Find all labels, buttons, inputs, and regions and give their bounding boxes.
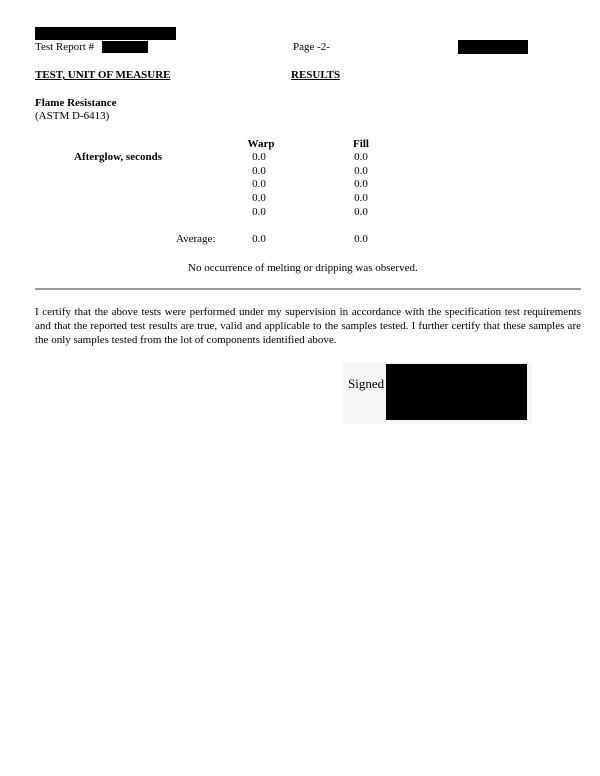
warp-value: 0.0 <box>252 192 266 204</box>
warp-value: 0.0 <box>252 151 266 163</box>
measure-label: Afterglow, seconds <box>74 151 162 163</box>
page-number: Page -2- <box>293 41 330 53</box>
redacted-report-number <box>102 41 148 53</box>
fill-value: 0.0 <box>354 165 368 177</box>
warp-value: 0.0 <box>252 178 266 190</box>
test-unit-heading: TEST, UNIT OF MEASURE <box>35 69 171 81</box>
report-number-label: Test Report # <box>35 41 95 53</box>
fill-value: 0.0 <box>354 178 368 190</box>
fill-column-header: Fill <box>353 138 369 150</box>
warp-column-header: Warp <box>247 138 275 150</box>
warp-value: 0.0 <box>252 206 266 218</box>
average-label: Average: <box>176 233 216 245</box>
test-method: (ASTM D-6413) <box>35 110 110 122</box>
test-name: Flame Resistance <box>35 97 117 109</box>
average-warp-value: 0.0 <box>252 233 266 245</box>
fill-value: 0.0 <box>354 151 368 163</box>
redacted-signature <box>386 364 527 420</box>
fill-value: 0.0 <box>354 192 368 204</box>
fill-value: 0.0 <box>354 206 368 218</box>
results-heading: RESULTS <box>291 69 341 81</box>
redacted-header-block <box>35 27 176 40</box>
observation-note: No occurrence of melting or dripping was observed. <box>188 262 418 274</box>
section-divider <box>35 288 581 290</box>
redacted-header-right <box>458 40 528 54</box>
certification-statement: I certify that the above tests were performed under my supervision in accordance with the specification test requirements and that the reported test results are true, valid and applicable to the samples tested. I further certify that these samples are the only samples tested from the lot of components identified above. <box>35 306 581 346</box>
average-fill-value: 0.0 <box>354 233 368 245</box>
warp-value: 0.0 <box>252 165 266 177</box>
signed-label: Signed <box>348 376 385 391</box>
